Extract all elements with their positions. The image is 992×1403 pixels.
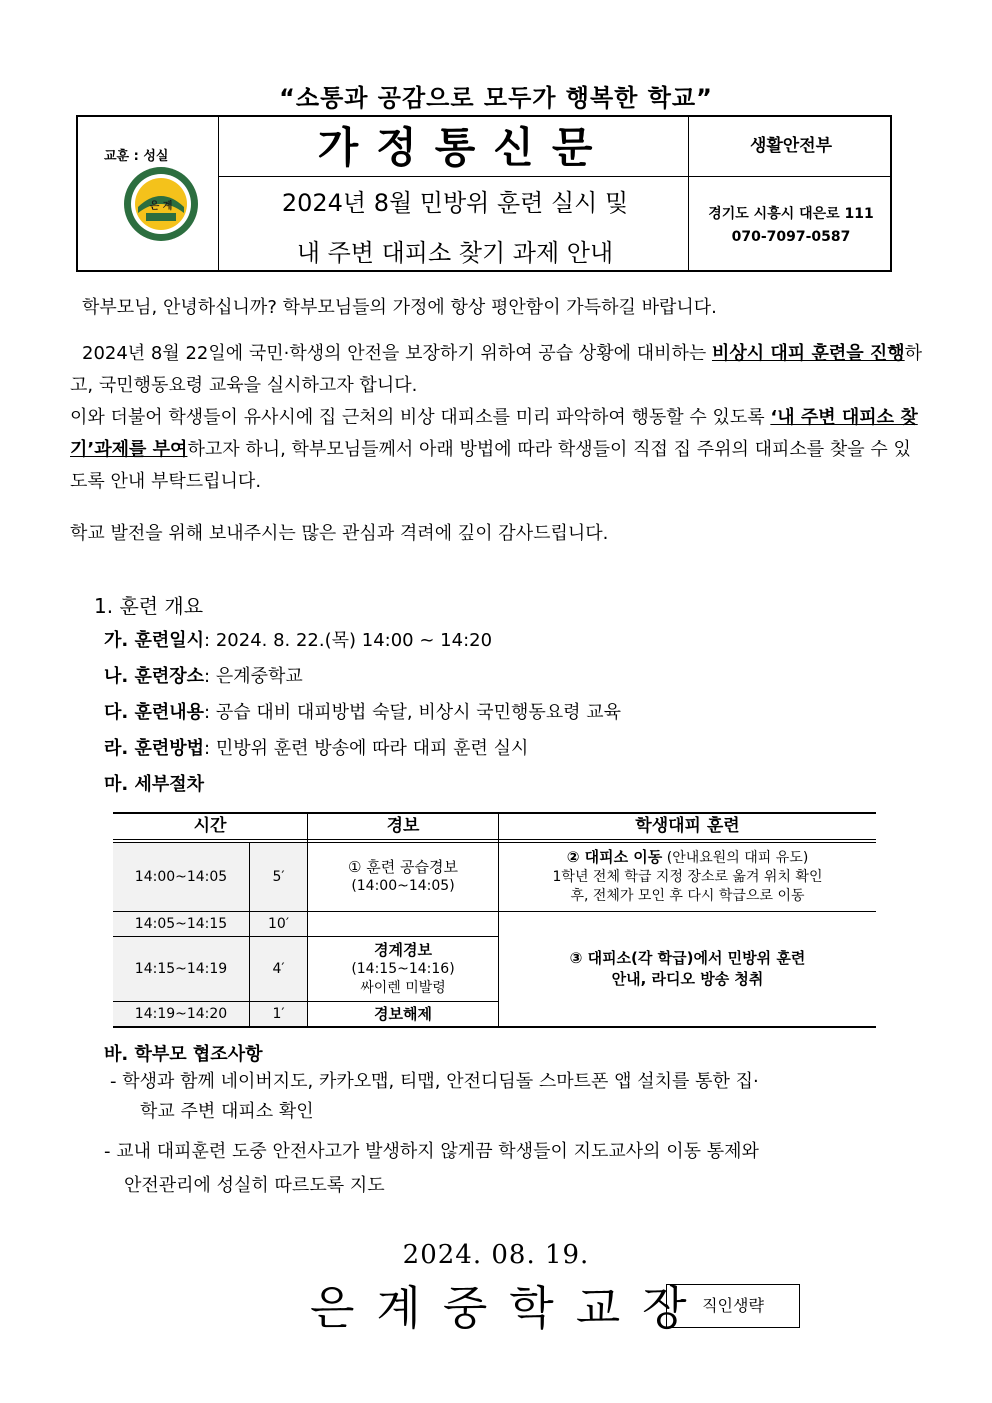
text: 하고, 국민행동요령 교육을 실시하고자 합니다. [70,343,923,396]
department: 생활안전부 [749,136,833,156]
duration-cell: 10′ [268,915,289,932]
col-header-time: 시간 [193,816,227,836]
paragraph-drill [70,338,925,402]
newsletter-header [76,115,892,272]
paragraph-assignment [70,402,925,498]
text: 하고자 하니, 학부모님들께서 아래 방법에 따라 학생들이 직접 집 주위의 대피소를 찾을 수 있도록 안내 부탁드립니다. [70,439,911,492]
school-logo-icon [122,165,200,243]
item-value: : 2024. 8. 22.(목) 14:00 ~ 14:20 [204,630,493,651]
time-cell: 14:15~14:19 [134,960,228,977]
heading-text: 바. 학부모 협조사항 [104,1044,263,1065]
alarm-note: 싸이렌 미발령 [360,979,446,996]
evac-cell-move [499,843,876,911]
col-header-alarm: 경보 [386,816,420,836]
page-title: 가정통신문 [317,123,611,172]
time-cell: 14:00~14:05 [134,868,228,885]
emphasis: 비상시 대피 훈련을 진행 [711,343,905,364]
item-label: 마. 세부절차 [104,774,205,795]
evac-detail: 안내, 라디오 방송 청취 [611,970,764,988]
school-address: 경기도 시흥시 대은로 111 [708,206,874,222]
item-value: : 공습 대비 대피방법 숙달, 비상시 국민행동요령 교육 [204,702,622,723]
thanks: 학교 발전을 위해 보내주시는 많은 관심과 격려에 깊이 감사드립니다. [70,523,609,544]
emphasis: ‘내 주변 대피소 찾기’과제를 부여 [70,407,918,460]
text: 2024년 8월 22일에 국민·학생의 안전을 보장하기 위하여 공습 상황에 대비하는 [82,343,712,364]
school-slogan: “소통과 공감으로 모두가 행복한 학교” [279,84,713,112]
alarm-time: (14:00~14:05) [351,878,455,894]
item-label: 나. 훈련장소 [104,666,205,687]
subtitle-line-2: 내 주변 대피소 찾기 과제 안내 [296,239,614,267]
issue-date: 2024. 08. 19. [402,1240,590,1270]
evac-title [567,848,809,868]
evac-step: ③ 대피소(각 학급)에서 민방위 훈련 [569,949,806,967]
alarm-text: 경계경보 [374,940,432,959]
alarm-cell-alert [308,937,498,1001]
item-content [104,698,621,724]
school-motto: 교훈 : 성실 [104,149,169,164]
evac-note: (안내요원의 대피 유도) [666,850,809,866]
logo-text: 은 계 [149,201,173,212]
alarm-cell-air-raid [308,843,498,911]
duration-cell: 5′ [272,868,285,885]
item-place [104,662,303,688]
item-label: 다. 훈련내용 [104,702,205,723]
alarm-time: (14:15~14:16) [351,960,455,977]
col-header-evacuation: 학생대피 훈련 [635,816,740,836]
item-value: : 민방위 훈련 방송에 따라 대피 훈련 실시 [204,738,529,759]
item-method [104,734,528,760]
divider [218,117,219,270]
item-value: : 은계중학교 [204,666,303,687]
evac-detail: 1학년 전체 학급 지정 장소로 옮겨 위치 확인 [552,869,823,885]
item-procedure [104,770,204,796]
evac-step: ② 대피소 이동 [566,848,663,866]
cooperation-heading [104,1040,262,1066]
alarm-text: ① 훈련 공습경보 [348,858,458,876]
school-phone: 070-7097-0587 [731,229,851,245]
text: 이와 더불어 학생들이 유사시에 집 근처의 비상 대피소를 미리 파악하여 행동할 수 있도록 [70,407,771,428]
time-cell: 14:19~14:20 [134,1005,228,1022]
cooperation-bullet-2-cont: 안전관리에 성실히 따르도록 지도 [124,1175,385,1196]
alarm-cell-clear: 경보해제 [374,1004,432,1023]
duration-cell: 1′ [272,1005,285,1022]
seal-omitted-box: 직인생략 [666,1284,800,1328]
principal-signature: 은계중학교장 [310,1281,709,1335]
cooperation-bullet-2: - 교내 대피훈련 도중 안전사고가 발생하지 않게끔 학생들이 지도교사의 이동 통제와 [104,1141,759,1162]
evac-detail: 후, 전체가 모인 후 다시 학급으로 이동 [570,888,805,904]
cooperation-bullet-1-cont: 학교 주변 대피소 확인 [140,1101,314,1122]
item-label: 가. 훈련일시 [104,630,205,651]
schedule-table [113,812,876,1028]
cooperation-bullet-1: - 학생과 함께 네이버지도, 카카오맵, 티맵, 안전디딤돌 스마트폰 앱 설치를 통한 집· [110,1071,759,1092]
duration-cell: 4′ [272,960,285,977]
item-label: 라. 훈련방법 [104,738,205,759]
greeting: 학부모님, 안녕하십니까? 학부모님들의 가정에 항상 평안함이 가득하길 바랍니다. [82,297,717,318]
time-cell: 14:05~14:15 [134,915,228,932]
evac-cell-training [499,912,876,1026]
section-heading: 1. 훈련 개요 [94,594,204,618]
item-date [104,626,492,652]
subtitle-line-1: 2024년 8월 민방위 훈련 실시 및 [281,189,629,217]
